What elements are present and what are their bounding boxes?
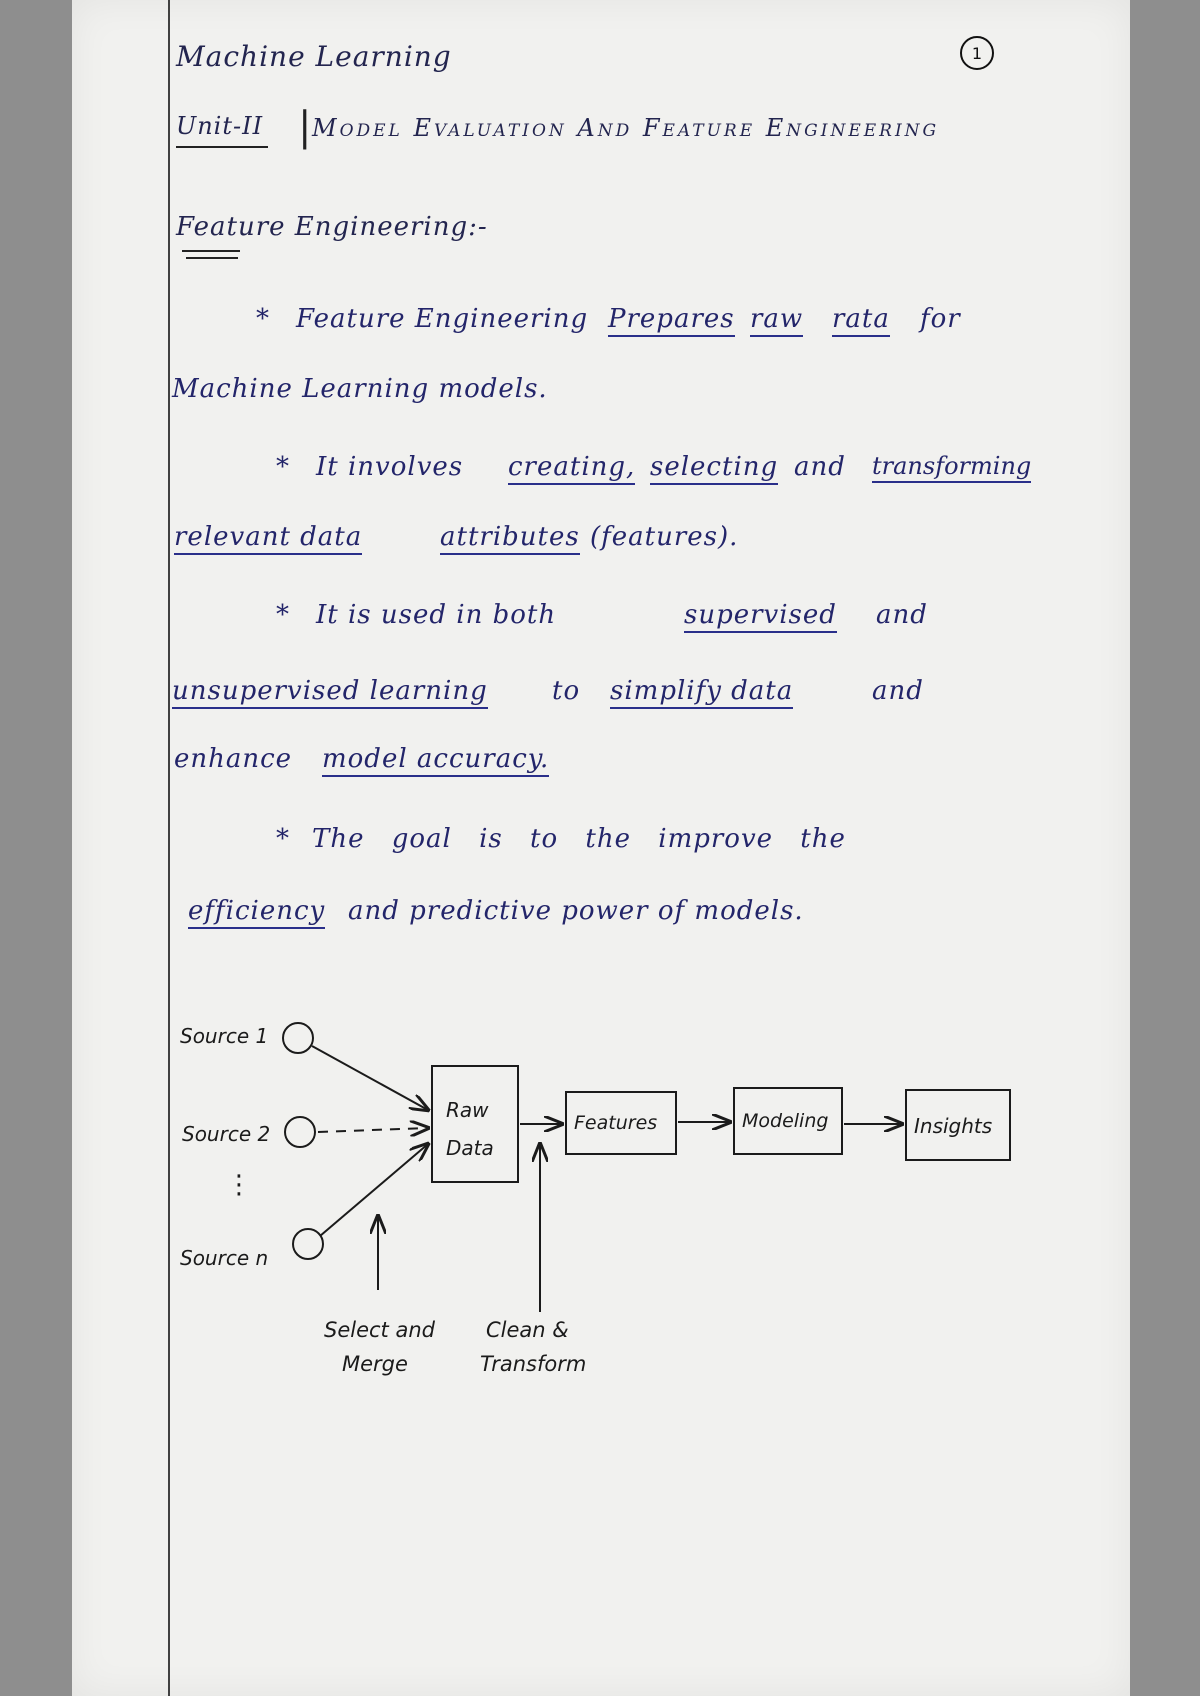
p4-bullet: * — [276, 824, 290, 854]
arrow-source-1 — [312, 1046, 428, 1110]
p2-and: and — [794, 452, 846, 482]
subject-title: Machine Learning — [176, 40, 452, 73]
select-merge-label-2: Merge — [342, 1352, 408, 1376]
p3-model-accuracy: model accuracy. — [322, 744, 549, 777]
p1-rata: rata — [832, 304, 890, 337]
clean-transform-label-1: Clean & — [486, 1318, 569, 1342]
unit-divider: | — [298, 104, 313, 150]
clean-transform-label-2: Transform — [480, 1352, 587, 1376]
p4-line2: and predictive power of models. — [348, 896, 804, 926]
section-title: Feature Engineering:- — [176, 212, 488, 242]
p1-raw: raw — [750, 304, 803, 337]
p2-creating: creating, — [508, 452, 635, 485]
p1-prepares: Prepares — [608, 304, 735, 337]
p2-features: (features). — [590, 522, 739, 552]
p3-supervised: supervised — [684, 600, 837, 633]
p3-unsupervised-learning: unsupervised learning — [172, 676, 488, 709]
features-label: Features — [574, 1112, 658, 1134]
unit-title: Model Evaluation And Feature Engineering — [312, 114, 940, 142]
p3-bullet: * — [276, 600, 290, 630]
p4-line1: The goal is to the improve the — [312, 824, 846, 854]
p2-transforming: transforming — [872, 452, 1031, 483]
unit-label: Unit-II — [176, 112, 264, 140]
p1-line2: Machine Learning models. — [172, 374, 548, 404]
p3-enhance: enhance — [174, 744, 293, 774]
source-n-circle — [293, 1229, 323, 1259]
p2-bullet: * — [276, 452, 290, 482]
p1-for: for — [920, 304, 961, 334]
p3-to: to — [552, 676, 581, 706]
raw-data-box — [432, 1066, 518, 1182]
p1-bullet: * — [256, 304, 270, 334]
source-2-circle — [285, 1117, 315, 1147]
p2-text-a: It involves — [316, 452, 464, 482]
p3-simplify-data: simplify data — [610, 676, 793, 709]
p2-relevant-data: relevant data — [174, 522, 362, 555]
raw-data-label-1: Raw — [446, 1098, 489, 1122]
page-number: 1 — [960, 36, 994, 70]
insights-label: Insights — [914, 1114, 993, 1138]
source-dots: ⋮ — [226, 1170, 252, 1200]
source-n-label: Source n — [180, 1246, 269, 1270]
modeling-label: Modeling — [742, 1110, 829, 1132]
arrow-source-n — [320, 1144, 428, 1236]
source-1-label: Source 1 — [180, 1024, 269, 1048]
source-1-circle — [283, 1023, 313, 1053]
p3-and: and — [876, 600, 928, 630]
arrow-source-2 — [318, 1128, 428, 1132]
p3-and-2: and — [872, 676, 924, 706]
select-merge-label-1: Select and — [324, 1318, 435, 1342]
p3-text-a: It is used in both — [316, 600, 557, 630]
p4-efficiency: efficiency — [188, 896, 325, 929]
raw-data-label-2: Data — [446, 1136, 494, 1160]
p1-text-a: Feature Engineering — [296, 304, 589, 334]
p2-attributes: attributes — [440, 522, 580, 555]
source-2-label: Source 2 — [182, 1122, 271, 1146]
p2-selecting: selecting — [650, 452, 778, 485]
